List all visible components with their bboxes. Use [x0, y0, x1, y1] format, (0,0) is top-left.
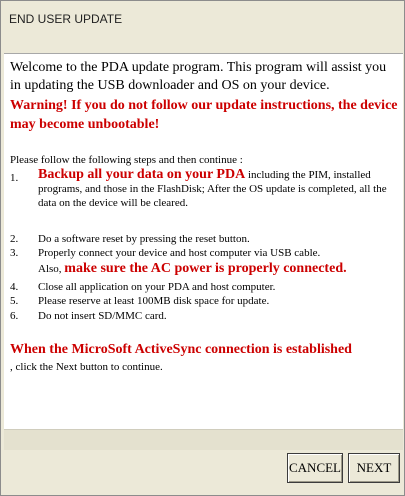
steps-lead: Please follow the following steps and then continue : [10, 154, 243, 166]
step-number: 3. [10, 247, 19, 259]
window-title: END USER UPDATE [9, 12, 123, 26]
activesync-note: When the MicroSoft ActiveSync connection is established [10, 342, 352, 357]
instructions-panel [4, 53, 403, 430]
step-body [38, 247, 398, 276]
step-emphasis: Backup all your data on your PDA [38, 167, 246, 182]
step-text: Please reserve at least 100MB disk space for update. [38, 295, 270, 307]
cancel-button[interactable]: CANCEL [287, 453, 343, 483]
step-number: 2. [10, 233, 19, 245]
step-text: Do a software reset by pressing the reset button. [38, 233, 250, 245]
step-number: 4. [10, 281, 19, 293]
step-line2 [38, 262, 398, 276]
step-body [38, 168, 398, 210]
step-number: 5. [10, 295, 19, 307]
footer-band [4, 429, 403, 450]
title-bar [1, 1, 404, 35]
next-note: , click the Next button to continue. [10, 361, 163, 373]
warning-text: Warning! If you do not follow our update instructions, the device may become unbootable! [10, 98, 398, 132]
step-text: Properly connect your device and host computer via USB cable. [38, 247, 321, 259]
step-text: Do not insert SD/MMC card. [38, 310, 167, 322]
step-text: including the PIM, installed programs, and those in the FlashDisk; After the OS update is completed, all the data on the device will be cleared. [38, 169, 387, 209]
step-number: 6. [10, 310, 19, 322]
step-emphasis: make sure the AC power is properly connected. [64, 261, 347, 276]
step-line2-prefix: Also, [38, 263, 65, 275]
step-number: 1. [10, 172, 19, 184]
next-button[interactable]: NEXT [348, 453, 400, 483]
intro-text: Welcome to the PDA update program. This program will assist you in updating the USB downloader and OS on your device. [10, 60, 387, 93]
step-text: Close all application on your PDA and host computer. [38, 281, 276, 293]
